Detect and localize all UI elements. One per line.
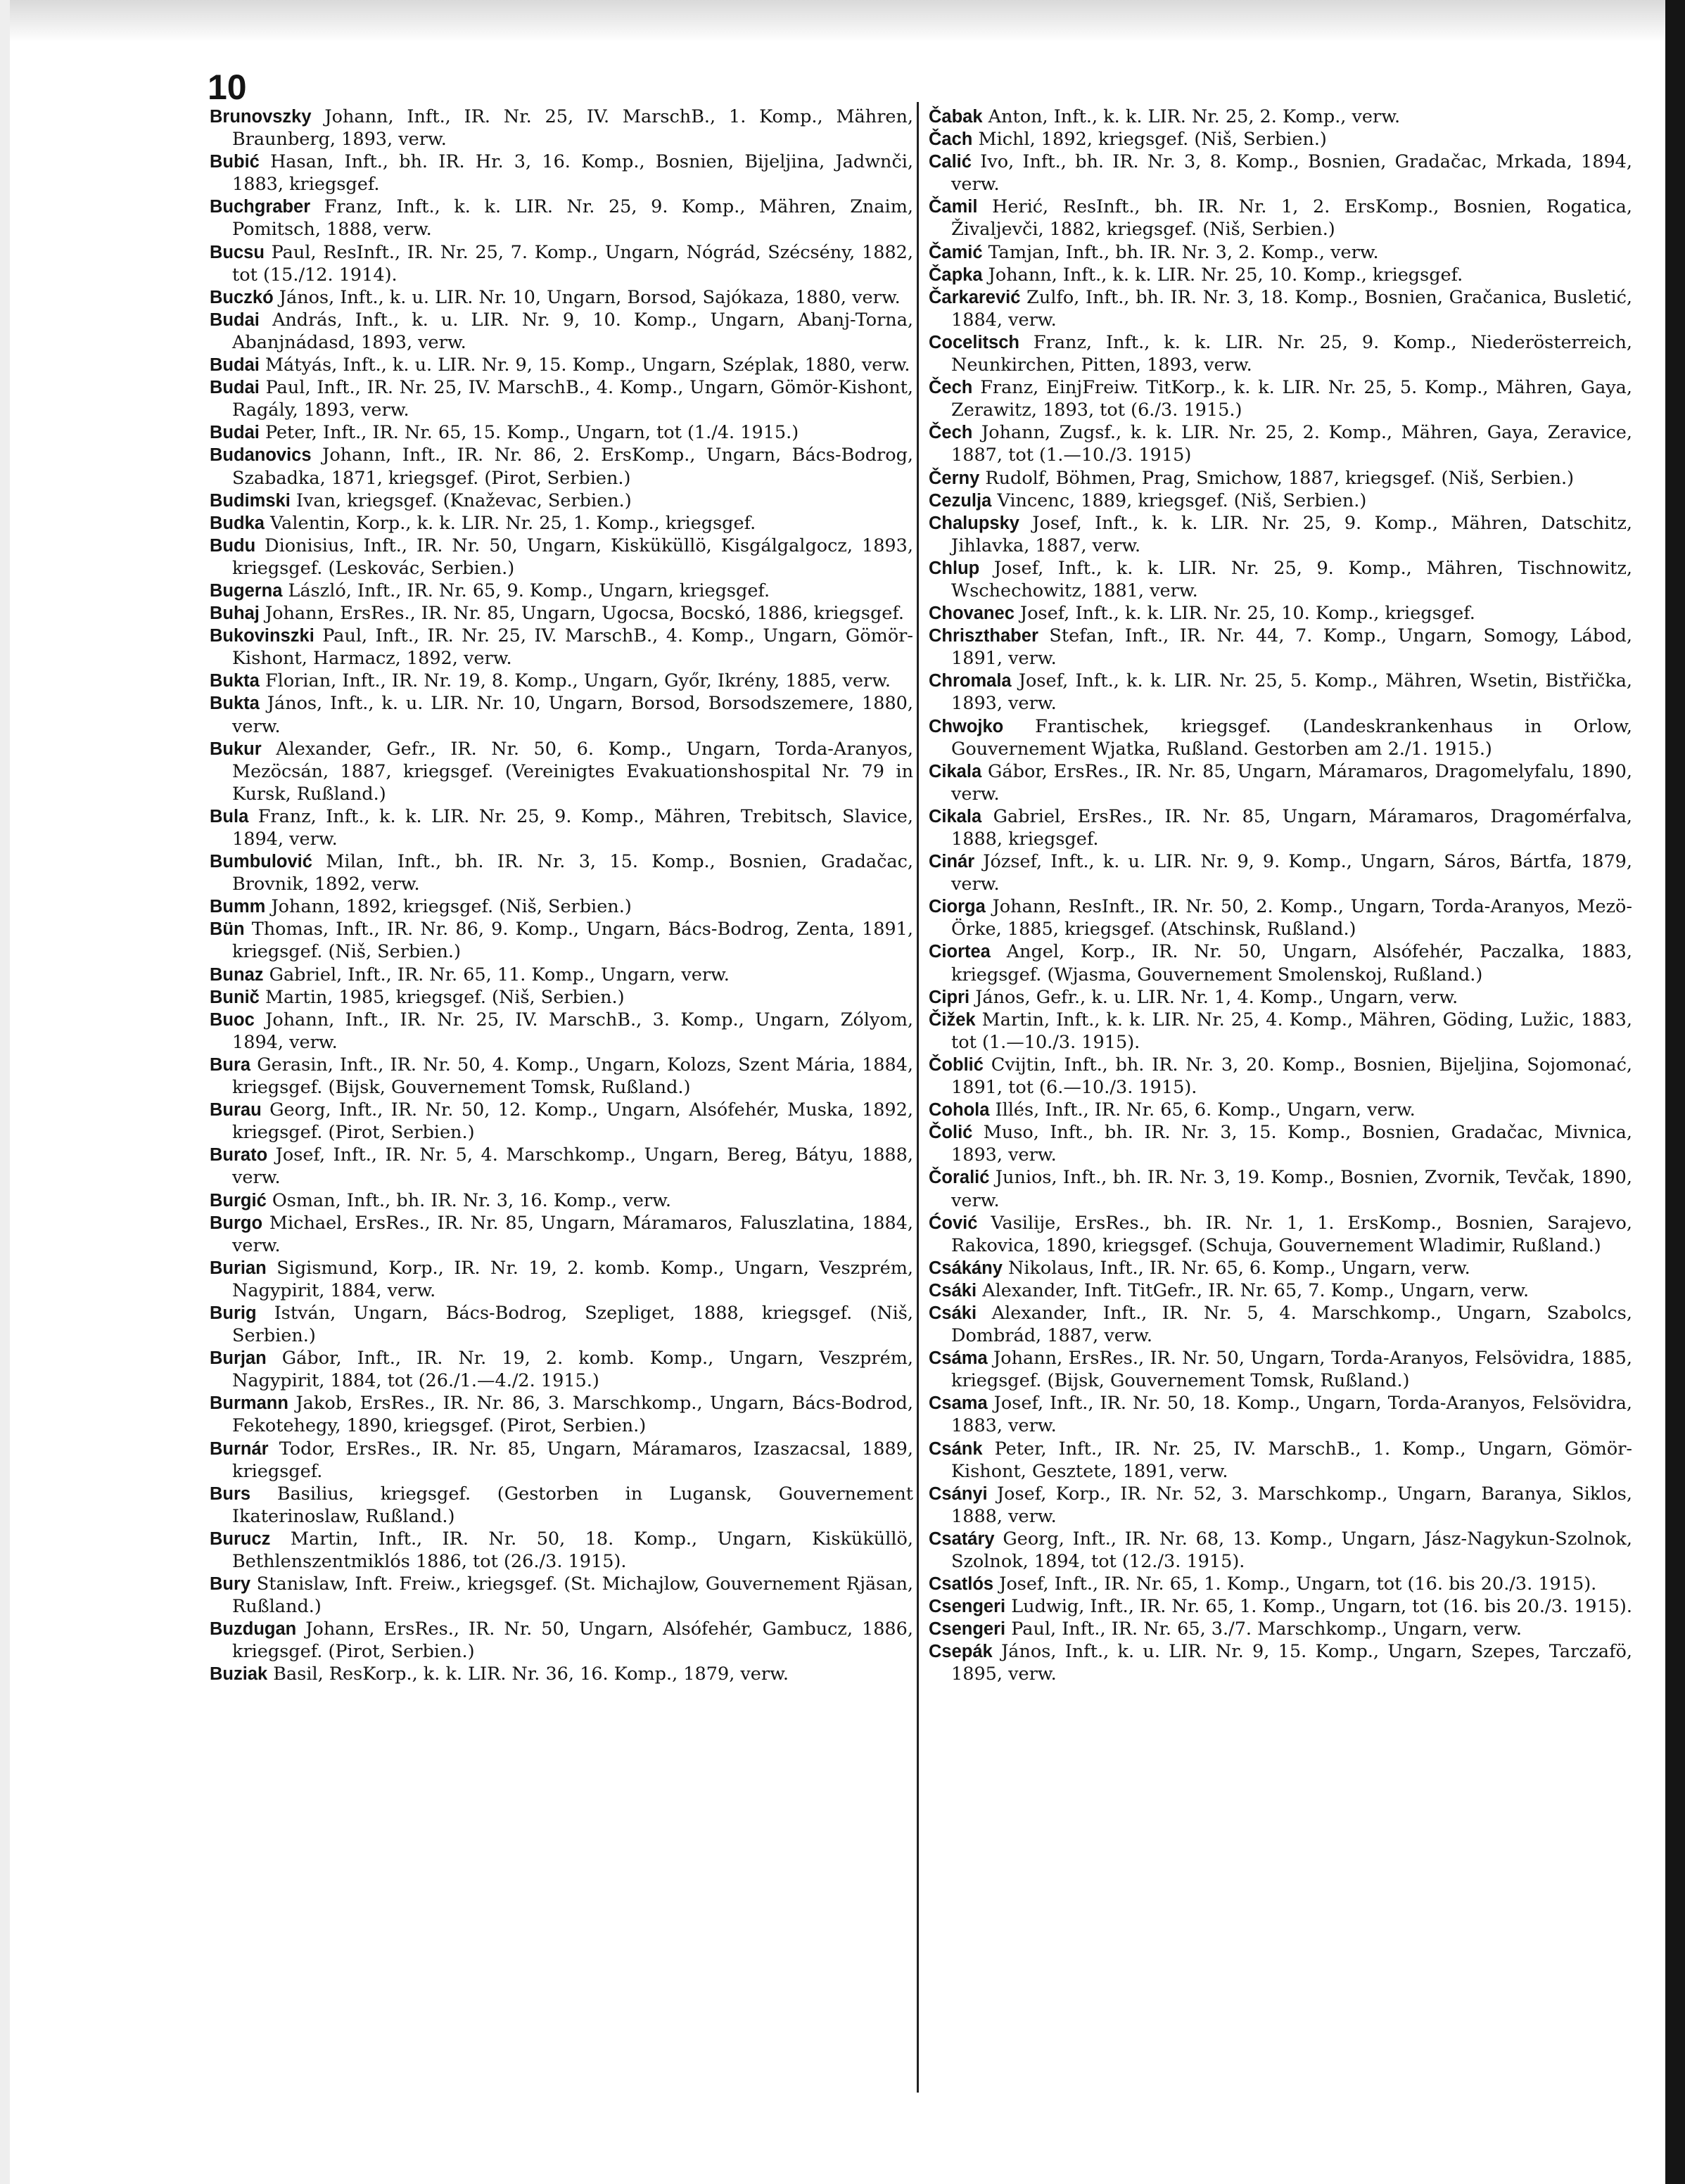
entry-details: Josef, Inft., IR. Nr. 50, 18. Komp., Ungarn, Torda-Aranyos, Felsövidra, 1883, verw. [951, 1393, 1632, 1437]
entry-surname: Csepák [929, 1642, 993, 1662]
entry-details: István, Ungarn, Bács-Bodrog, Szepliget, 1888, kriegsgef. (Niš, Serbien.) [232, 1302, 913, 1347]
casualty-entry [210, 670, 913, 692]
casualty-entry [210, 1302, 913, 1347]
entry-surname: Csányi [929, 1483, 988, 1504]
casualty-entry [929, 512, 1632, 557]
entry-surname: Burian [210, 1258, 267, 1278]
entry-surname: Burig [210, 1303, 257, 1323]
entry-details: Josef, Inft., IR. Nr. 65, 1. Komp., Ungarn, tot (16. bis 20./3. 1915). [993, 1573, 1597, 1595]
entry-details: János, Inft., k. u. LIR. Nr. 9, 15. Komp., Ungarn, Szepes, Tarczafö, 1895, verw. [951, 1641, 1632, 1685]
entry-surname: Bunaz [210, 964, 264, 985]
entry-surname: Bukovinszki [210, 626, 314, 646]
casualty-entry [210, 895, 913, 918]
casualty-entry [929, 670, 1632, 715]
entry-surname: Cikala [929, 806, 982, 826]
entry-details: Junios, Inft., bh. IR. Nr. 3, 19. Komp., Bosnien, Zvornik, Tevčak, 1890, verw. [951, 1167, 1632, 1211]
casualty-entry [929, 1054, 1632, 1099]
entry-surname: Budai [210, 355, 260, 376]
casualty-entry [210, 964, 913, 986]
casualty-entry [210, 1573, 913, 1618]
entry-surname: Burato [210, 1145, 268, 1166]
entry-details: Michl, 1892, kriegsgef. (Niš, Serbien.) [972, 129, 1327, 151]
entry-details: Johann, Inft., IR. Nr. 86, 2. ErsKomp., Ungarn, Bács-Bodrog, Szabadka, 1871, kriegsgef. (Pirot, Serbien.) [232, 445, 913, 489]
entry-surname: Bury [210, 1574, 251, 1595]
entry-surname: Burmann [210, 1393, 288, 1414]
entry-details: Josef, Inft., IR. Nr. 5, 4. Marschkomp., Ungarn, Bereg, Bátyu, 1888, verw. [232, 1144, 913, 1189]
entry-details: Paul, ResInft., IR. Nr. 25, 7. Komp., Ungarn, Nógrád, Szécsény, 1882, tot (15./12. 1914). [232, 241, 913, 286]
entry-details: Johann, Inft., k. k. LIR. Nr. 25, 10. Komp., kriegsgef. [982, 264, 1463, 286]
casualty-entry [929, 1595, 1632, 1618]
casualty-entry [210, 602, 913, 625]
entry-details: Alexander, Inft. TitGefr., IR. Nr. 65, 7. Komp., Ungarn, verw. [977, 1279, 1530, 1301]
entry-surname: Čarkarević [929, 287, 1021, 307]
entry-details: Vasilije, ErsRes., bh. IR. Nr. 1, 1. ErsKomp., Bosnien, Sarajevo, Rakovica, 1890, kriegsgef. (Schuja, Gouvernement Wladimir, Rußland.) [951, 1212, 1632, 1256]
entry-details: Franz, Inft., k. k. LIR. Nr. 25, 9. Komp., Mähren, Trebitsch, Slavice, 1894, verw. [232, 805, 913, 850]
entry-details: Paul, Inft., IR. Nr. 65, 3./7. Marschkomp., Ungarn, verw. [1005, 1618, 1522, 1640]
entry-surname: Chlup [929, 558, 980, 578]
entry-surname: Budimski [210, 490, 291, 511]
entry-details: Vincenc, 1889, kriegsgef. (Niš, Serbien.) [991, 490, 1367, 511]
casualty-entry [929, 715, 1632, 760]
casualty-entry [929, 1279, 1632, 1302]
casualty-entry [210, 1009, 913, 1054]
entry-details: Johann, Inft., IR. Nr. 25, IV. MarschB., 3. Komp., Ungarn, Zólyom, 1894, verw. [232, 1009, 913, 1053]
entry-details: Nikolaus, Inft., IR. Nr. 65, 6. Komp., Ungarn, verw. [1002, 1257, 1470, 1279]
entry-surname: Bunič [210, 987, 260, 1007]
casualty-entry [929, 1257, 1632, 1279]
entry-surname: Budai [210, 423, 260, 443]
entry-surname: Čach [929, 129, 973, 150]
casualty-entry [210, 106, 913, 151]
entry-surname: Budka [210, 513, 265, 533]
entry-details: Peter, Inft., IR. Nr. 65, 15. Komp., Ungarn, tot (1./4. 1915.) [259, 422, 799, 444]
entry-surname: Budai [210, 378, 260, 398]
scan-shadow-top [0, 0, 1685, 42]
casualty-entry [929, 1009, 1632, 1054]
casualty-entry [929, 1212, 1632, 1257]
entry-details: Alexander, Inft., IR. Nr. 5, 4. Marschkomp., Ungarn, Szabolcs, Dombrád, 1887, verw. [951, 1302, 1632, 1347]
entry-surname: Burjan [210, 1348, 267, 1369]
casualty-entry [929, 421, 1632, 466]
casualty-entry [210, 376, 913, 421]
entry-details: Cvijtin, Inft., bh. IR. Nr. 3, 20. Komp., Bosnien, Bijeljina, Sojomonać, 1891, tot (6.—10./3. 1915). [951, 1054, 1632, 1099]
entry-details: Florian, Inft., IR. Nr. 19, 8. Komp., Ungarn, Győr, Ikrény, 1885, verw. [259, 670, 891, 692]
entry-surname: Chriszthaber [929, 626, 1038, 646]
entry-details: Franz, EinjFreiw. TitKorp., k. k. LIR. Nr. 25, 5. Komp., Mähren, Gaya, Zerawitz, 1893, tot (6./3. 1915.) [951, 377, 1632, 421]
entry-surname: Bucsu [210, 242, 265, 262]
entry-surname: Csáki [929, 1303, 977, 1323]
entry-details: Hasan, Inft., bh. IR. Hr. 3, 16. Komp., Bosnien, Bijeljina, Jadwnči, 1883, kriegsgef. [232, 151, 913, 196]
casualty-entry [929, 1347, 1632, 1392]
entry-surname: Budanovics [210, 445, 312, 466]
casualty-entry [210, 354, 913, 376]
entry-surname: Chwojko [929, 716, 1004, 736]
casualty-entry [210, 1438, 913, 1483]
casualty-entry [210, 151, 913, 196]
casualty-entry [929, 1099, 1632, 1121]
casualty-entry [929, 490, 1632, 512]
entry-surname: Csatlós [929, 1574, 994, 1595]
casualty-entry [210, 1528, 913, 1573]
casualty-entry [210, 286, 913, 309]
entry-surname: Čapka [929, 264, 983, 285]
casualty-entry [929, 557, 1632, 602]
entry-details: Frantischek, kriegsgef. (Landeskrankenhaus in Orlow, Gouvernement Wjatka, Rußland. Gestorben am 2./1. 1915.) [951, 715, 1632, 760]
scan-shadow-left [0, 0, 10, 2184]
casualty-entry [929, 106, 1632, 128]
casualty-entry [210, 421, 913, 444]
entry-surname: Csánk [929, 1438, 983, 1459]
entry-details: Johann, Inft., IR. Nr. 25, IV. MarschB., 1. Komp., Mähren, Braunberg, 1893, verw. [232, 106, 913, 151]
entry-details: Paul, Inft., IR. Nr. 25, IV. MarschB., 4. Komp., Ungarn, Gömör-Kishont, Harmacz, 1892, verw. [232, 625, 913, 670]
casualty-entry [929, 128, 1632, 151]
casualty-entry [929, 1573, 1632, 1595]
entry-surname: Calić [929, 152, 972, 172]
entry-details: Gerasin, Inft., IR. Nr. 50, 4. Komp., Ungarn, Kolozs, Szent Mária, 1884, kriegsgef. (Bijsk, Gouvernement Tomsk, Rußland.) [232, 1054, 913, 1099]
entry-details: Gabriel, ErsRes., IR. Nr. 85, Ungarn, Máramaros, Dragomérfalva, 1888, kriegsgef. [951, 805, 1632, 850]
casualty-entry [210, 1189, 913, 1212]
casualty-entry [929, 805, 1632, 850]
entry-surname: Cocelitsch [929, 332, 1019, 352]
casualty-entry [929, 1438, 1632, 1483]
entry-surname: Csatáry [929, 1528, 995, 1549]
entry-details: Zulfo, Inft., bh. IR. Nr. 3, 18. Komp., Bosnien, Gračanica, Busletić, 1884, verw. [951, 286, 1632, 331]
entry-surname: Burgić [210, 1190, 267, 1211]
casualty-entry [929, 331, 1632, 376]
entry-details: Paul, Inft., IR. Nr. 25, IV. MarschB., 4. Komp., Ungarn, Gömör-Kishont, Ragály, 1893, verw. [232, 377, 913, 421]
entry-details: Ludwig, Inft., IR. Nr. 65, 1. Komp., Ungarn, tot (16. bis 20./3. 1915). [1005, 1596, 1632, 1618]
entry-details: Johann, ErsRes., IR. Nr. 85, Ungarn, Ugocsa, Bocskó, 1886, kriegsgef. [259, 603, 904, 625]
casualty-entry [929, 1483, 1632, 1528]
casualty-entry [210, 535, 913, 580]
entry-details: Martin, Inft., IR. Nr. 50, 18. Komp., Ungarn, Kisküküllö, Bethlenszentmiklós 1886, tot (26./3. 1915). [232, 1528, 913, 1572]
entry-surname: Csengeri [929, 1619, 1006, 1640]
entry-surname: Černy [929, 468, 980, 488]
entry-details: Martin, 1985, kriegsgef. (Niš, Serbien.) [259, 986, 625, 1008]
entry-surname: Burnár [210, 1438, 269, 1459]
entry-details: Johann, ErsRes., IR. Nr. 50, Ungarn, Torda-Aranyos, Felsövidra, 1885, kriegsgef. (Bijsk, Gouvernement Tomsk, Rußland.) [951, 1348, 1632, 1392]
casualty-entry [210, 986, 913, 1009]
entry-details: Josef, Korp., IR. Nr. 52, 3. Marschkomp., Ungarn, Baranya, Siklos, 1888, verw. [951, 1483, 1632, 1527]
entry-details: Valentin, Korp., k. k. LIR. Nr. 25, 1. Komp., kriegsgef. [264, 512, 756, 534]
entry-details: Josef, Inft., k. k. LIR. Nr. 25, 10. Komp., kriegsgef. [1014, 603, 1475, 625]
casualty-entry [929, 196, 1632, 241]
entry-surname: Csáki [929, 1280, 977, 1301]
entry-surname: Cezulja [929, 490, 992, 511]
entry-surname: Csáma [929, 1348, 988, 1369]
entry-details: Mátyás, Inft., k. u. LIR. Nr. 9, 15. Komp., Ungarn, Széplak, 1880, verw. [259, 355, 910, 376]
casualty-entry [929, 1528, 1632, 1573]
entry-surname: Cohola [929, 1100, 990, 1120]
entry-details: Johann, 1892, kriegsgef. (Niš, Serbien.) [265, 896, 632, 918]
entry-surname: Čech [929, 423, 973, 443]
page-number: 10 [208, 68, 247, 107]
column-right [929, 106, 1632, 1686]
entry-surname: Cipri [929, 987, 970, 1007]
entry-details: János, Inft., k. u. LIR. Nr. 10, Ungarn, Borsod, Sajókaza, 1880, verw. [273, 286, 901, 308]
entry-surname: Csama [929, 1393, 988, 1414]
entry-details: Muso, Inft., bh. IR. Nr. 3, 15. Komp., Bosnien, Gradačac, Mivnica, 1893, verw. [951, 1122, 1632, 1166]
entry-surname: Burucz [210, 1528, 271, 1549]
entry-surname: Cikala [929, 761, 982, 781]
entry-surname: Čamić [929, 242, 983, 262]
entry-surname: Burgo [210, 1213, 263, 1233]
column-divider [917, 102, 919, 2093]
entry-details: Ivan, kriegsgef. (Knaževac, Serbien.) [290, 490, 632, 511]
casualty-entry [210, 241, 913, 286]
entry-surname: Bün [210, 919, 245, 940]
entry-surname: Čoblić [929, 1054, 984, 1075]
entry-surname: Ciortea [929, 942, 991, 962]
entry-surname: Čoralić [929, 1168, 990, 1188]
entry-details: Stefan, Inft., IR. Nr. 44, 7. Komp., Ungarn, Somogy, Lábod, 1891, verw. [951, 625, 1632, 670]
casualty-entry [929, 1121, 1632, 1166]
casualty-entry [210, 1663, 913, 1685]
entry-details: Georg, Inft., IR. Nr. 50, 12. Komp., Ungarn, Alsófehér, Muska, 1892, kriegsgef. (Pirot, Serbien.) [232, 1099, 913, 1144]
entry-details: Anton, Inft., k. k. LIR. Nr. 25, 2. Komp., verw. [982, 106, 1401, 127]
entry-surname: Buhaj [210, 604, 260, 624]
casualty-entry [929, 895, 1632, 940]
entry-details: Basil, ResKorp., k. k. LIR. Nr. 36, 16. Komp., 1879, verw. [267, 1663, 789, 1685]
entry-surname: Chromala [929, 671, 1012, 691]
entry-details: Johann, ResInft., IR. Nr. 50, 2. Komp., Ungarn, Torda-Aranyos, Mezö-Örke, 1885, kriegsgef. (Atschinsk, Rußland.) [951, 896, 1632, 940]
entry-surname: Budu [210, 535, 256, 556]
casualty-entry [210, 1212, 913, 1257]
casualty-entry [929, 376, 1632, 421]
casualty-entry [929, 940, 1632, 985]
casualty-entry [210, 580, 913, 602]
entry-surname: Bukta [210, 694, 260, 714]
casualty-entry [210, 738, 913, 805]
entry-surname: Bukta [210, 671, 260, 691]
entry-details: Michael, ErsRes., IR. Nr. 85, Ungarn, Máramaros, Faluszlatina, 1884, verw. [232, 1212, 913, 1256]
entry-details: Osman, Inft., bh. IR. Nr. 3, 16. Komp., verw. [266, 1189, 671, 1211]
casualty-entry [929, 467, 1632, 490]
entry-surname: Buzdugan [210, 1619, 297, 1640]
entry-surname: Čamil [929, 197, 978, 217]
entry-surname: Ćović [929, 1213, 978, 1233]
casualty-entry [929, 286, 1632, 331]
casualty-entry [210, 1257, 913, 1302]
casualty-entry [210, 1483, 913, 1528]
entry-details: Josef, Inft., k. k. LIR. Nr. 25, 9. Komp., Mähren, Datschitz, Jihlavka, 1887, verw. [951, 512, 1632, 556]
entry-details: Franz, Inft., k. k. LIR. Nr. 25, 9. Komp., Niederösterreich, Neunkirchen, Pitten, 1893, verw. [951, 331, 1632, 376]
entry-surname: Csengeri [929, 1597, 1006, 1617]
entry-surname: Budai [210, 309, 260, 330]
entry-surname: Bula [210, 806, 249, 826]
casualty-entry [210, 490, 913, 512]
casualty-entry [929, 151, 1632, 196]
casualty-entry [210, 850, 913, 895]
casualty-entry [929, 241, 1632, 264]
entry-details: Sigismund, Korp., IR. Nr. 19, 2. komb. Komp., Ungarn, Veszprém, Nagypirit, 1884, verw. [232, 1257, 913, 1301]
casualty-entry [929, 1166, 1632, 1211]
entry-surname: Čolić [929, 1123, 973, 1143]
casualty-entry [210, 625, 913, 670]
casualty-entry [929, 1392, 1632, 1437]
entry-details: András, Inft., k. u. LIR. Nr. 9, 10. Komp., Ungarn, Abanj-Torna, Abanjnádasd, 1893, verw. [232, 309, 913, 353]
entry-surname: Cinár [929, 852, 975, 872]
entry-surname: Burau [210, 1100, 262, 1120]
casualty-entry [210, 1347, 913, 1392]
entry-details: Thomas, Inft., IR. Nr. 86, 9. Komp., Ungarn, Bács-Bodrog, Zenta, 1891, kriegsgef. (Niš, Serbien.) [232, 919, 913, 963]
casualty-entry [210, 512, 913, 535]
entry-details: Alexander, Gefr., IR. Nr. 50, 6. Komp., Ungarn, Torda-Aranyos, Mezöcsán, 1887, kriegsgef. (Vereinigtes Evakuationshospital Nr. 79 in Kursk, Rußland.) [232, 738, 913, 805]
entry-details: László, Inft., IR. Nr. 65, 9. Komp., Ungarn, kriegsgef. [282, 580, 770, 601]
entry-surname: Ciorga [929, 897, 986, 917]
entry-details: Todor, ErsRes., IR. Nr. 85, Ungarn, Máramaros, Izaszacsal, 1889, kriegsgef. [232, 1438, 913, 1482]
entry-details: Milan, Inft., bh. IR. Nr. 3, 15. Komp., Bosnien, Gradačac, Brovnik, 1892, verw. [232, 851, 913, 895]
entry-details: Johann, Zugsf., k. k. LIR. Nr. 25, 2. Komp., Mähren, Gaya, Zeravice, 1887, tot (1.—10./3. 1915) [951, 422, 1632, 466]
casualty-entry [210, 196, 913, 241]
entry-surname: Čech [929, 378, 973, 398]
casualty-entry [210, 918, 913, 963]
entry-details: Ivo, Inft., bh. IR. Nr. 3, 8. Komp., Bosnien, Gradačac, Mrkada, 1894, verw. [951, 151, 1632, 196]
casualty-entry [929, 760, 1632, 805]
entry-details: Herić, ResInft., bh. IR. Nr. 1, 2. ErsKomp., Bosnien, Rogatica, Živaljevči, 1882, kriegsgef. (Niš, Serbien.) [951, 196, 1632, 241]
entry-details: Josef, Inft., k. k. LIR. Nr. 25, 9. Komp., Mähren, Tischnowitz, Wschechowitz, 1881, verw. [951, 557, 1632, 601]
casualty-entry [929, 986, 1632, 1009]
casualty-entry [210, 1099, 913, 1144]
entry-details: József, Inft., k. u. LIR. Nr. 9, 9. Komp., Ungarn, Sáros, Bártfa, 1879, verw. [951, 851, 1632, 895]
casualty-entry [210, 309, 913, 354]
entry-details: Basilius, kriegsgef. (Gestorben in Lugansk, Gouvernement Ikaterinoslaw, Rußland.) [232, 1483, 913, 1527]
entry-details: Illés, Inft., IR. Nr. 65, 6. Komp., Ungarn, verw. [989, 1099, 1416, 1121]
casualty-entry [210, 1054, 913, 1099]
entry-details: Jakob, ErsRes., IR. Nr. 86, 3. Marschkomp., Ungarn, Bács-Bodrod, Fekotehegy, 1890, kriegsgef. (Pirot, Serbien.) [232, 1393, 913, 1437]
entry-surname: Čabak [929, 107, 983, 127]
entry-details: Franz, Inft., k. k. LIR. Nr. 25, 9. Komp., Mähren, Znaim, Pomitsch, 1888, verw. [232, 196, 913, 241]
entry-details: János, Gefr., k. u. LIR. Nr. 1, 4. Komp., Ungarn, verw. [969, 986, 1458, 1008]
casualty-entry [929, 1640, 1632, 1685]
entry-details: Gábor, ErsRes., IR. Nr. 85, Ungarn, Máramaros, Dragomelyfalu, 1890, verw. [951, 760, 1632, 805]
entry-surname: Bukur [210, 739, 262, 759]
entry-surname: Buczkó [210, 287, 274, 307]
entry-surname: Brunovszky [210, 107, 312, 127]
entry-details: Gabriel, Inft., IR. Nr. 65, 11. Komp., Ungarn, verw. [263, 964, 730, 985]
casualty-entry [210, 444, 913, 489]
entry-surname: Bura [210, 1054, 251, 1075]
entry-details: Tamjan, Inft., bh. IR. Nr. 3, 2. Komp., verw. [982, 241, 1379, 263]
casualty-entry [929, 1618, 1632, 1640]
casualty-entry [210, 1392, 913, 1437]
entry-surname: Buziak [210, 1664, 268, 1685]
entry-details: Johann, ErsRes., IR. Nr. 50, Ungarn, Alsófehér, Gambucz, 1886, kriegsgef. (Pirot, Serbien.) [232, 1618, 913, 1663]
casualty-entry [210, 692, 913, 737]
casualty-entry [929, 1302, 1632, 1347]
entry-details: Rudolf, Böhmen, Prag, Smichow, 1887, kriegsgef. (Niš, Serbien.) [979, 467, 1575, 489]
scan-border-right [1665, 0, 1685, 2184]
entry-surname: Bumm [210, 897, 266, 917]
casualty-entry [929, 625, 1632, 670]
entry-surname: Chovanec [929, 604, 1015, 624]
casualty-entry [210, 1618, 913, 1663]
entry-surname: Bubić [210, 152, 260, 172]
casualty-entry [210, 1144, 913, 1189]
entry-details: Stanislaw, Inft. Freiw., kriegsgef. (St. Michajlow, Gouvernement Rjäsan, Rußland.) [232, 1573, 913, 1618]
entry-details: Angel, Korp., IR. Nr. 50, Ungarn, Alsófehér, Paczalka, 1883, kriegsgef. (Wjasma, Gouvernement Smolenskoj, Rußland.) [951, 941, 1632, 985]
entry-details: Martin, Inft., k. k. LIR. Nr. 25, 4. Komp., Mähren, Göding, Lužic, 1883, tot (1.—10./3. 1915). [951, 1009, 1632, 1053]
entry-surname: Csákány [929, 1258, 1003, 1278]
casualty-entry [929, 850, 1632, 895]
entry-details: Georg, Inft., IR. Nr. 68, 13. Komp., Ungarn, Jász-Nagykun-Szolnok, Szolnok, 1894, tot (12./3. 1915). [951, 1528, 1632, 1572]
entry-details: Dionisius, Inft., IR. Nr. 50, Ungarn, Kisküküllö, Kisgálgalgocz, 1893, kriegsgef. (Leskovác, Serbien.) [232, 535, 913, 579]
entry-details: Peter, Inft., IR. Nr. 25, IV. MarschB., 1. Komp., Ungarn, Gömör-Kishont, Gesztete, 1891, verw. [951, 1438, 1632, 1482]
entry-surname: Chalupsky [929, 513, 1019, 533]
column-left [210, 106, 913, 1686]
casualty-entry [929, 602, 1632, 625]
entry-details: Gábor, Inft., IR. Nr. 19, 2. komb. Komp., Ungarn, Veszprém, Nagypirit, 1884, tot (26./1.—4./2. 1915.) [232, 1348, 913, 1392]
entry-details: Josef, Inft., k. k. LIR. Nr. 25, 5. Komp., Mähren, Wsetin, Bistřička, 1893, verw. [951, 670, 1632, 715]
entry-surname: Čižek [929, 1009, 976, 1030]
casualty-entry [929, 264, 1632, 286]
casualty-entry [210, 805, 913, 850]
entry-surname: Bugerna [210, 580, 283, 601]
entry-details: János, Inft., k. u. LIR. Nr. 10, Ungarn, Borsod, Borsodszemere, 1880, verw. [232, 693, 913, 737]
entry-surname: Burs [210, 1483, 251, 1504]
entry-surname: Buchgraber [210, 197, 311, 217]
entry-surname: Buoc [210, 1009, 255, 1030]
entry-surname: Bumbulović [210, 852, 312, 872]
